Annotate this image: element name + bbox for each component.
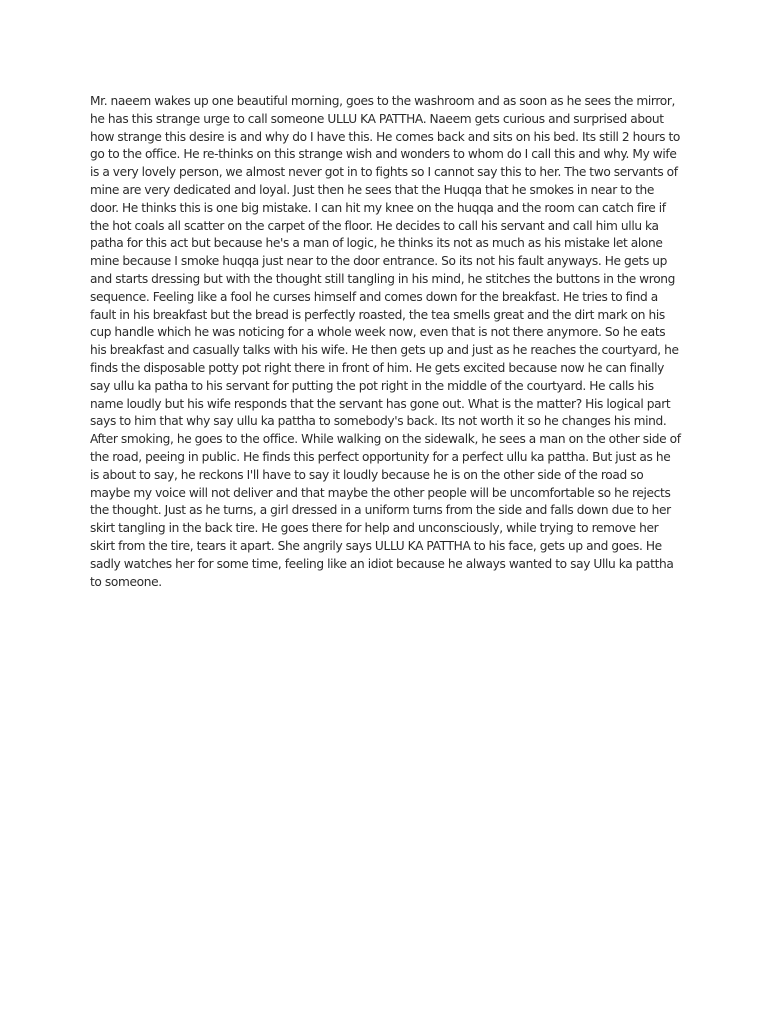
story-paragraph: Mr. naeem wakes up one beautiful morning, goes to the washroom and as soon as he sees the mirror, he has this strange urge to call someone ULLU KA PATTHA. Naeem gets curious and surprised about how strange this desire is and why do I have this. He comes back and sits on his bed. Its still 2 hours to go to the office. He re-thinks on this strange wish and wonders to whom do I call this and why. My wife is a very lovely person, we almost never got in to fights so I cannot say this to her. The two servants of mine are very dedicated and loyal. Just then he sees that the Huqqa that he smokes in near to the door. He thinks this is one big mistake. I can hit my knee on the huqqa and the room can catch fire if the hot coals all scatter on the carpet of the floor. He decides to call his servant and call him ullu ka patha for this act but because he's a man of logic, he thinks its not as much as his mistake let alone mine because I smoke huqqa just near to the door entrance. So its not his fault anyways. He gets up and starts dressing but with the thought still tangling in his mind, he stitches the buttons in the wrong sequence. Feeling like a fool he curses himself and comes down for the breakfast. He tries to find a fault in his breakfast but the bread is perfectly roasted, the tea smells great and the dirt mark on his cup handle which he was noticing for a whole week now, even that is not there anymore. So he eats his breakfast and casually talks with his wife. He then gets up and just as he reaches the courtyard, he finds the disposable potty pot right there in front of him. He gets excited because now he can finally say ullu ka patha to his servant for putting the pot right in the middle of the courtyard. He calls his name loudly but his wife responds that the servant has gone out. What is the matter? His logical part says to him that why say ullu ka pattha to somebody's back. Its not worth it so he changes his mind. After smoking, he goes to the office. While walking on the sidewalk, he sees a man on the other side of the road, peeing in public. He finds this perfect opportunity for a perfect ullu ka pattha. But just as he is about to say, he reckons I'll have to say it loudly because he is on the other side of the road so maybe my voice will not deliver and that maybe the other people will be uncomfortable so he rejects the thought. Just as he turns, a girl dressed in a uniform turns from the side and falls down due to her skirt tangling in the back tire. He goes there for help and unconsciously, while trying to remove her skirt from the tire, tears it apart. She angrily says ULLU KA PATTHA to his face, gets up and goes. He sadly watches her for some time, feeling like an idiot because he always wanted to say Ullu ka pattha to someone. [90, 94, 681, 589]
